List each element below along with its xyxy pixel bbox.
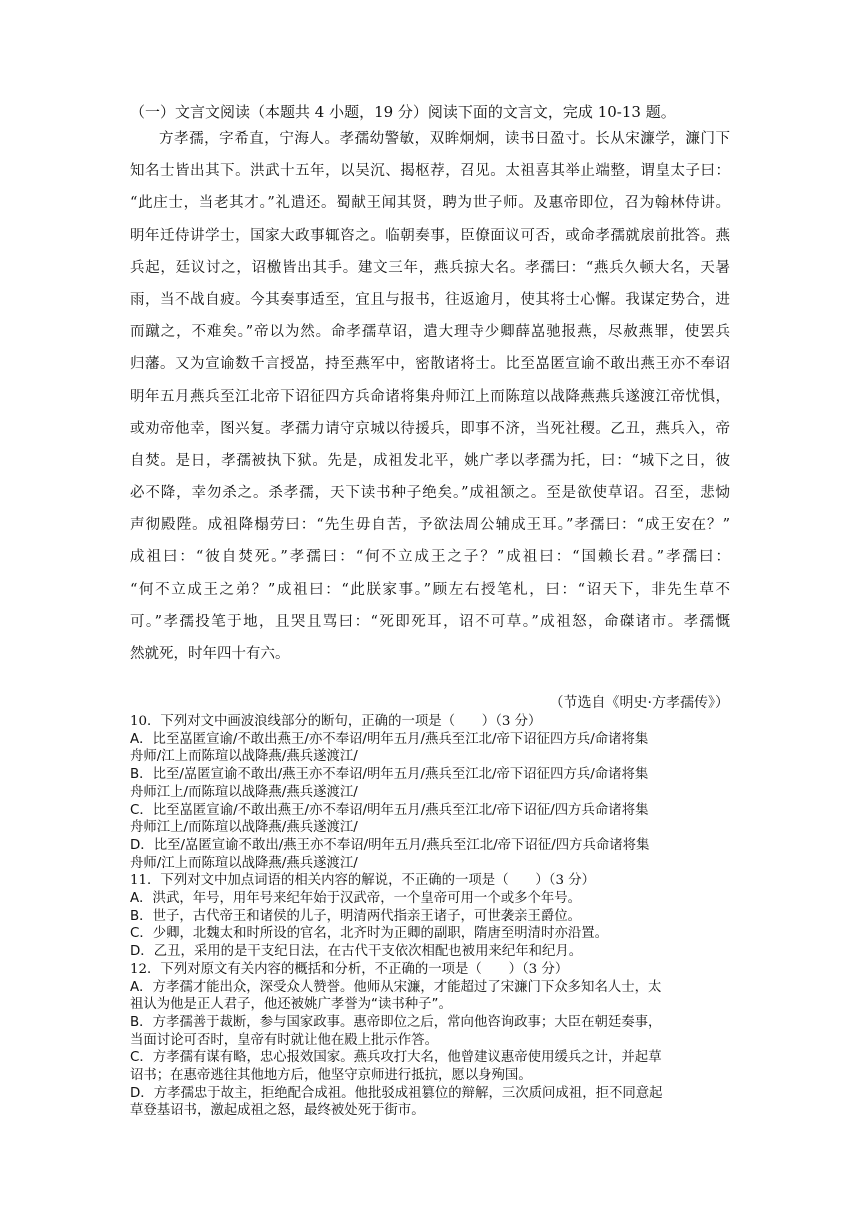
question-option-line: D．比至/嵓匿宣谕不敢出/燕王亦不奉诏/明年五月/燕兵至江北/帝下诏征/四方兵命诸将集 [130,837,650,853]
question-stem: 10．下列对文中画波浪线部分的断句，正确的一项是（ ）（3 分） [130,714,542,729]
passage-line: 自焚。是日，孝孺被执下狱。先是，成祖发北平，姚广孝以孝孺为托，曰：“城下之日，彼 [130,452,730,469]
question-option-line: 舟师江上/而陈瑄以战降燕/燕兵遂渡江/ [130,784,358,800]
question-option-line: 祖认为他是正人君子，他还被姚广孝誉为“读书种子”。 [130,997,452,1013]
question-option-line: 舟师/江上而陈瑄以战降燕/燕兵遂渡江/ [130,855,358,871]
question-option-line: B．世子，古代帝王和诸侯的儿子，明清两代指亲王诸子，可世袭亲王爵位。 [130,908,582,924]
question-option-line: D．方孝孺忠于故主，拒绝配合成祖。他批驳成祖篡位的辩解，三次质问成祖，拒不同意起 [130,1085,663,1101]
question-stem: 12．下列对原文有关内容的概括和分析，不正确的一项是（ ）（3 分） [130,961,569,977]
section-heading: （一）文言文阅读（本题共 4 小题，19 分）阅读下面的文言文，完成 10-13 题。 [130,103,676,121]
question-option-line: A．比至嵓匿宣谕/不敢出燕王/亦不奉诏/明年五月/燕兵至江北/帝下诏征四方兵/命诸将集 [130,731,649,747]
passage-line: 明年迁侍讲学士，国家大政事辄咨之。临朝奏事，臣僚面议可否，或命孝孺就扆前批答。燕 [130,227,730,244]
passage-line: 必不降，幸勿杀之。杀孝孺，天下读书种子绝矣。”成祖颔之。至是欲使草诏。召至，悲恸 [130,485,730,502]
classical-passage [130,123,730,670]
passage-line: 可。”孝孺投笔于地，且哭且骂曰：“死即死耳，诏不可草。”成祖怒，命磔诸市。孝孺慨 [130,613,730,630]
passage-line: 然就死，时年四十有六。 [130,646,290,662]
passage-line: “此庄士，当老其才。”礼遣还。蜀献王闻其贤，聘为世子师。及惠帝即位，召为翰林侍讲。 [130,195,730,212]
passage-line: 雨，当不战自疲。今其奏事适至，宜且与报书，往返逾月，使其将士心懈。我谋定势合，进 [130,291,730,308]
passage-line: 成祖曰：“彼自焚死。”孝孺曰：“何不立成王之子？”成祖曰：“国赖长君。”孝孺曰： [130,549,730,566]
passage-line: 知名士皆出其下。洪武十五年，以吴沉、揭枢荐，召见。太祖喜其举止端整，谓皇太子曰： [130,163,730,180]
question-option-line: 舟师江上/而陈瑄以战降燕/燕兵遂渡江/ [130,820,358,836]
passage-line: 兵起，廷议讨之，诏檄皆出其手。建文三年，燕兵掠大名。孝孺曰：“燕兵久顿大名，天暑 [130,259,730,276]
passage-line: 归藩。又为宣谕数千言授嵓，持至燕军中，密散诸将士。比至嵓匿宣谕不敢出燕王亦不奉诏 [130,356,730,373]
question-option-line: 诏书；在惠帝逃往其他地方后，他坚守京师进行抵抗，愿以身殉国。 [130,1068,532,1084]
question-option-line: C．方孝孺有谋有略，忠心报效国家。燕兵攻打大名，他曾建议惠帝使用缓兵之计，并起草 [130,1050,662,1066]
passage-line: 声彻殿陛。成祖降榻劳曰：“先生毋自苦，予欲法周公辅成王耳。”孝孺曰：“成王安在？” [130,517,730,534]
question-option-line: A．方孝孺才能出众，深受众人赞誉。他师从宋濂，才能超过了宋濂门下众多知名人士，太 [130,979,662,995]
passage-line: “何不立成王之弟？”成祖曰：“此朕家事。”顾左右授笔札，曰：“诏天下，非先生草不 [130,581,730,598]
passage-line: 或劝帝他幸，图兴复。孝孺力请守京城以待援兵，即事不济，当死社稷。乙丑，燕兵入，帝 [130,420,730,437]
question-stem: 11．下列对文中加点词语的相关内容的解说，不正确的一项是（ ）（3 分） [130,873,596,889]
question-option-line: C．比至嵓匿宣谕/不敢出燕王/亦不奉诏/明年五月/燕兵至江北/帝下诏征/四方兵命诸将集 [130,802,649,818]
source-citation: （节选自《明史·方孝孺传》） [549,695,729,711]
question-option-line: D．乙丑，采用的是干支纪日法，在古代干支依次相配也被用来纪年和纪月。 [130,944,583,960]
passage-line: 明年五月燕兵至江北帝下诏征四方兵命诸将集舟师江上而陈瑄以战降燕燕兵遂渡江帝忧惧， [130,388,730,405]
question-option-line: 草登基诏书，激起成祖之怒，最终被处死于街市。 [130,1103,425,1119]
passage-line: 而蹴之，不难矣。”帝以为然。命孝孺草诏，遣大理寺少卿薛嵓驰报燕，尽赦燕罪，使罢兵 [130,324,730,341]
question-option-line: B．比至/嵓匿宣谕不敢出/燕王亦不奉诏/明年五月/燕兵至江北/帝下诏征四方兵/命诸将集 [130,767,649,783]
question-list [130,713,735,1120]
passage-line: 方孝孺，字希直，宁海人。孝孺幼警敏，双眸炯炯，读书日盈寸。长从宋濂学，濂门下 [159,131,730,147]
question-option-line: 舟师/江上而陈瑄以战降燕/燕兵遂渡江/ [130,749,358,765]
question-option-line: 当面讨论可否时，皇帝有时就让他在殿上批示作答。 [130,1032,438,1048]
question-option-line: B．方孝孺善于裁断，参与国家政事。惠帝即位之后，常向他咨询政事；大臣在朝廷奏事， [130,1014,662,1030]
question-option-line: A．洪武，年号，用年号来纪年始于汉武帝，一个皇帝可用一个或多个年号。 [130,891,582,907]
question-option-line: C．少卿，北魏太和时所设的官名，北齐时为正卿的副职，隋唐至明清时亦沿置。 [130,926,609,942]
